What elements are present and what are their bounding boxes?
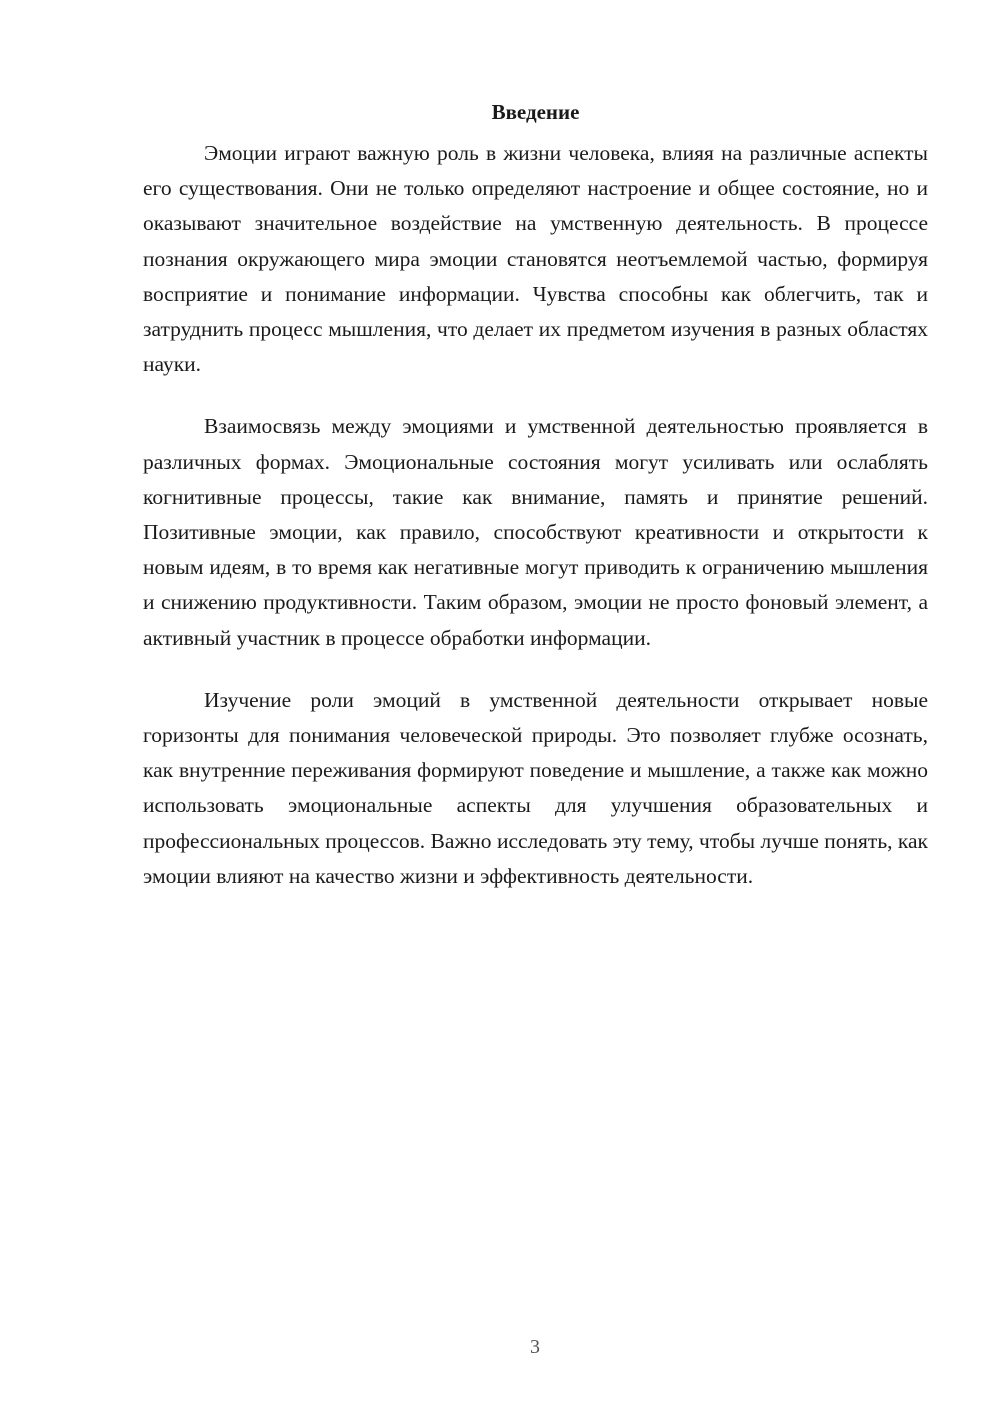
paragraph-3: Изучение роли эмоций в умственной деятельности открывает новые горизонты для понимания человеческой природы. Это позволяет глубже осознать, как внутренние переживания формируют поведение и мышление, а также как можно использовать эмоциональные аспекты для улучшения образовательных и профессиональных процессов. Важно исследовать эту тему, чтобы лучше понять, как эмоции влияют на качество жизни и эффективность деятельности. bbox=[143, 687, 928, 888]
paragraph-1: Эмоции играют важную роль в жизни человека, влияя на различные аспекты его существования. Они не только определяют настроение и общее состояние, но и оказывают значительное воздействие на умственную деятельность. В процессе познания окружающего мира эмоции становятся неотъемлемой частью, формируя восприятие и понимание информации. Чувства способны как облегчить, так и затруднить процесс мышления, что делает их предметом изучения в разных областях науки. bbox=[143, 141, 928, 377]
section-heading: Введение bbox=[491, 100, 580, 124]
page-content bbox=[143, 95, 928, 921]
page-number: 3 bbox=[530, 1336, 540, 1358]
paragraph-2: Взаимосвязь между эмоциями и умственной деятельностью проявляется в различных формах. Эмоциональные состояния могут усиливать или ослаблять когнитивные процессы, такие как внимание, память и принятие решений. Позитивные эмоции, как правило, способствуют креативности и открытости к новым идеям, в то время как негативные могут приводить к ограничению мышления и снижению продуктивности. Таким образом, эмоции не просто фоновый элемент, а активный участник в процессе обработки информации. bbox=[143, 414, 928, 650]
